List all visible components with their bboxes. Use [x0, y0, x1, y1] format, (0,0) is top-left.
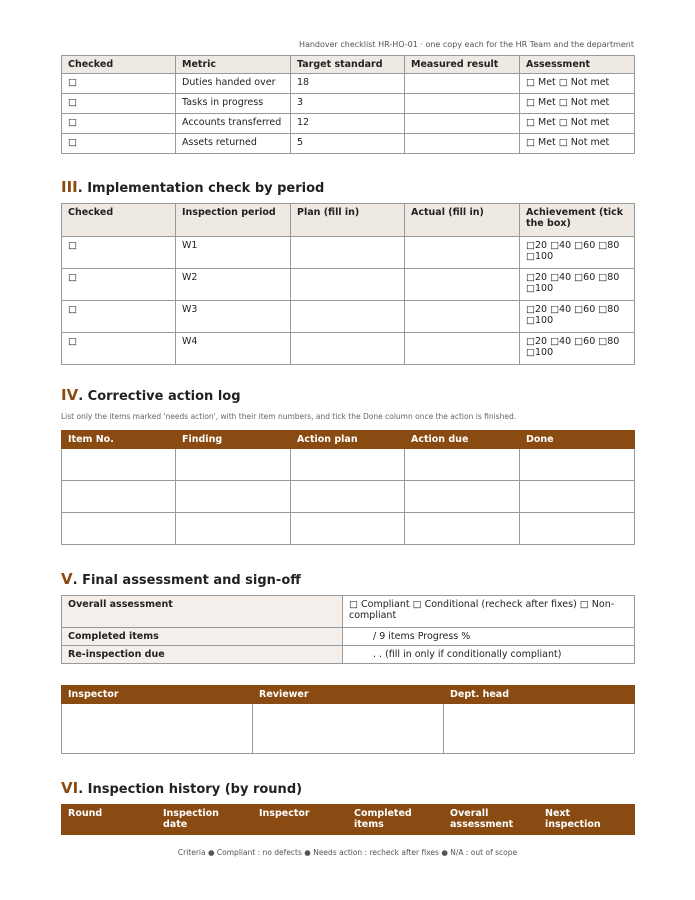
- assessment-cell[interactable]: □ Met □ Not met: [520, 74, 635, 94]
- table-row: [62, 269, 635, 301]
- table-row: [62, 94, 635, 114]
- table-row: [62, 333, 635, 365]
- period-cell: W1: [176, 237, 291, 269]
- header-overall-assessment: Overall assessment: [444, 805, 539, 835]
- blank-cell[interactable]: [62, 513, 176, 545]
- checkbox[interactable]: □: [62, 301, 176, 333]
- section-3-roman: III: [61, 178, 78, 196]
- metric-cell: Assets returned: [176, 134, 291, 154]
- blank-cell[interactable]: [176, 481, 291, 513]
- header-item-no: Item No.: [62, 431, 176, 449]
- assessment-cell[interactable]: □ Met □ Not met: [520, 94, 635, 114]
- table-row: [62, 114, 635, 134]
- checkbox[interactable]: □: [62, 134, 176, 154]
- final-assessment-table: [61, 595, 635, 664]
- checkbox[interactable]: □: [62, 237, 176, 269]
- section-6-roman: VI: [61, 779, 79, 797]
- section-5-title-text: . Final assessment and sign-off: [72, 573, 301, 588]
- blank-cell[interactable]: [176, 449, 291, 481]
- table-row: [62, 74, 635, 94]
- blank-cell[interactable]: [291, 449, 405, 481]
- table-row: [62, 237, 635, 269]
- section-5-title: [61, 570, 301, 588]
- table-row: [62, 513, 635, 545]
- period-cell: W2: [176, 269, 291, 301]
- checkbox[interactable]: □: [62, 269, 176, 301]
- section-6-title: [61, 779, 302, 797]
- target-cell: 3: [291, 94, 405, 114]
- plan-cell[interactable]: [291, 301, 405, 333]
- measured-cell[interactable]: [405, 74, 520, 94]
- blank-cell[interactable]: [405, 513, 520, 545]
- dept-head-signature-box[interactable]: [444, 704, 635, 754]
- header-checked: Checked: [62, 56, 176, 74]
- header-done: Done: [520, 431, 635, 449]
- reinspection-due-value[interactable]: . . (fill in only if conditionally compliant): [343, 646, 635, 664]
- plan-cell[interactable]: [291, 333, 405, 365]
- blank-cell[interactable]: [291, 481, 405, 513]
- header-period: Inspection period: [176, 204, 291, 237]
- blank-cell[interactable]: [291, 513, 405, 545]
- header-assessment: Assessment: [520, 56, 635, 74]
- checkbox[interactable]: □: [62, 74, 176, 94]
- table-row: [62, 134, 635, 154]
- header-next-inspection: Next inspection: [539, 805, 635, 835]
- section-4-title: [61, 386, 241, 404]
- blank-cell[interactable]: [176, 513, 291, 545]
- overall-assessment-options[interactable]: □ Compliant □ Conditional (recheck after fixes) □ Non-compliant: [343, 596, 635, 628]
- header-inspector: Inspector: [253, 805, 348, 835]
- achievement-cell[interactable]: □20 □40 □60 □80 □100: [520, 301, 635, 333]
- metrics-table: [61, 55, 635, 154]
- section-4-title-text: . Corrective action log: [78, 389, 241, 404]
- section-4-note: List only the items marked 'needs action', with their item numbers, and tick the Done column once the action is finished.: [61, 412, 517, 421]
- header-actual: Actual (fill in): [405, 204, 520, 237]
- actual-cell[interactable]: [405, 237, 520, 269]
- assessment-cell[interactable]: □ Met □ Not met: [520, 134, 635, 154]
- reviewer-signature-box[interactable]: [253, 704, 444, 754]
- blank-cell[interactable]: [62, 449, 176, 481]
- plan-cell[interactable]: [291, 237, 405, 269]
- blank-cell[interactable]: [520, 449, 635, 481]
- achievement-cell[interactable]: □20 □40 □60 □80 □100: [520, 237, 635, 269]
- section-6-title-text: . Inspection history (by round): [78, 782, 303, 797]
- blank-cell[interactable]: [405, 449, 520, 481]
- metric-cell: Tasks in progress: [176, 94, 291, 114]
- measured-cell[interactable]: [405, 134, 520, 154]
- table-row: [62, 301, 635, 333]
- plan-cell[interactable]: [291, 269, 405, 301]
- reinspection-due-label: Re-inspection due: [62, 646, 343, 664]
- header-plan: Plan (fill in): [291, 204, 405, 237]
- checkbox[interactable]: □: [62, 114, 176, 134]
- table-row: [62, 449, 635, 481]
- target-cell: 18: [291, 74, 405, 94]
- assessment-cell[interactable]: □ Met □ Not met: [520, 114, 635, 134]
- checkbox[interactable]: □: [62, 333, 176, 365]
- corrective-action-table: [61, 430, 635, 545]
- header-dept-head: Dept. head: [444, 686, 635, 704]
- blank-cell[interactable]: [520, 481, 635, 513]
- signoff-table: [61, 685, 635, 754]
- period-cell: W4: [176, 333, 291, 365]
- header-inspection-date: Inspection date: [157, 805, 253, 835]
- actual-cell[interactable]: [405, 333, 520, 365]
- header-completed-items: Completed items: [348, 805, 444, 835]
- section-4-roman: IV: [61, 386, 79, 404]
- completed-items-value[interactable]: / 9 items Progress %: [343, 628, 635, 646]
- header-action-due: Action due: [405, 431, 520, 449]
- achievement-cell[interactable]: □20 □40 □60 □80 □100: [520, 333, 635, 365]
- header-metric: Metric: [176, 56, 291, 74]
- section-3-title: [61, 178, 324, 196]
- header-finding: Finding: [176, 431, 291, 449]
- measured-cell[interactable]: [405, 114, 520, 134]
- blank-cell[interactable]: [520, 513, 635, 545]
- inspector-signature-box[interactable]: [62, 704, 253, 754]
- period-table: [61, 203, 635, 365]
- header-achievement: Achievement (tick the box): [520, 204, 635, 237]
- blank-cell[interactable]: [405, 481, 520, 513]
- section-3-title-text: . Implementation check by period: [77, 181, 325, 196]
- actual-cell[interactable]: [405, 301, 520, 333]
- header-reviewer: Reviewer: [253, 686, 444, 704]
- header-note: Handover checklist HR-HO-01 · one copy each for the HR Team and the department: [298, 40, 634, 49]
- completed-items-label: Completed items: [62, 628, 343, 646]
- criteria-footer: Criteria ● Compliant : no defects ● Needs action : recheck after fixes ● N/A : out of scope: [177, 848, 518, 857]
- overall-assessment-label: Overall assessment: [62, 596, 343, 628]
- header-measured: Measured result: [405, 56, 520, 74]
- header-action-plan: Action plan: [291, 431, 405, 449]
- period-cell: W3: [176, 301, 291, 333]
- achievement-cell[interactable]: □20 □40 □60 □80 □100: [520, 269, 635, 301]
- header-round: Round: [62, 805, 157, 835]
- blank-cell[interactable]: [62, 481, 176, 513]
- actual-cell[interactable]: [405, 269, 520, 301]
- header-inspector: Inspector: [62, 686, 253, 704]
- section-5-roman: V: [61, 570, 73, 588]
- checkbox[interactable]: □: [62, 94, 176, 114]
- metric-cell: Duties handed over: [176, 74, 291, 94]
- header-target: Target standard: [291, 56, 405, 74]
- table-row: [62, 481, 635, 513]
- inspection-history-table: [61, 804, 635, 835]
- measured-cell[interactable]: [405, 94, 520, 114]
- header-checked: Checked: [62, 204, 176, 237]
- target-cell: 5: [291, 134, 405, 154]
- metric-cell: Accounts transferred: [176, 114, 291, 134]
- target-cell: 12: [291, 114, 405, 134]
